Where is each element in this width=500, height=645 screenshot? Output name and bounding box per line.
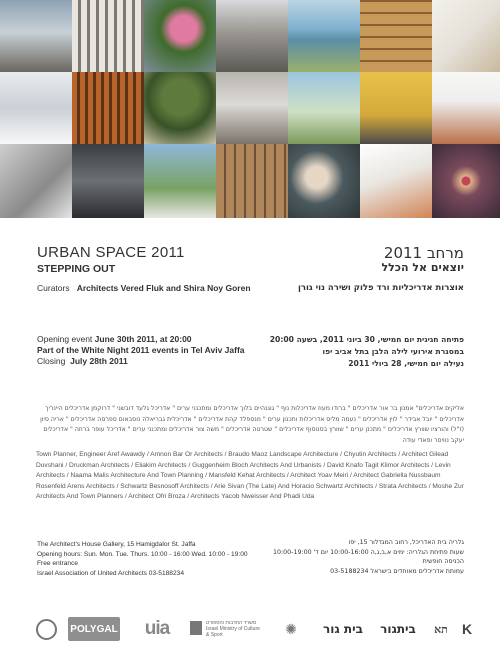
uia-logo: uia bbox=[144, 618, 170, 639]
photo-wood-slats bbox=[72, 72, 144, 144]
opening-value: June 30th 2011, at 20:00 bbox=[94, 334, 192, 344]
sponsor-logos bbox=[34, 617, 474, 641]
baitgur-logo: בית גור bbox=[323, 622, 363, 636]
k-logo: K bbox=[461, 621, 473, 637]
photo-wood-screen bbox=[216, 144, 288, 218]
photo-architectural-model bbox=[0, 144, 72, 218]
curators-en bbox=[37, 283, 251, 293]
photo-cityscape bbox=[0, 0, 72, 72]
closing-label: Closing bbox=[37, 356, 66, 366]
photo-building-facade bbox=[216, 0, 288, 72]
circle-logo-icon bbox=[34, 617, 58, 641]
exhibition-subtitle-en: STEPPING OUT bbox=[37, 263, 116, 275]
venue-address-he: גלריה בית האדריכל, רחוב המגדלור 15, יפו bbox=[348, 539, 464, 546]
photo-mosaic bbox=[0, 0, 500, 218]
photo-white-house bbox=[144, 144, 216, 218]
venue-hours-he: שעות פתיחת הגלריה: ימים א,ב,ג,ה 10:00-16:00 יום ד' 10:00-19:00 bbox=[273, 548, 464, 556]
photo-white-interior bbox=[0, 72, 72, 144]
photo-garden-people bbox=[144, 72, 216, 144]
photo-bicycles bbox=[360, 72, 432, 144]
venue-address-en: The Architect's House Gallery, 15 Hamigdalor St. Jaffa bbox=[37, 541, 196, 548]
photo-tree-street bbox=[288, 72, 360, 144]
photo-building-grid bbox=[360, 0, 432, 72]
white-night-he: במסגרת אירועי לילה הלבן בתל אביב יפו bbox=[322, 347, 464, 356]
venue-info-he bbox=[273, 538, 464, 576]
ministry-name-he: משרד התרבות והספורט bbox=[206, 620, 257, 626]
closing-value: July 28th 2011 bbox=[70, 356, 128, 366]
dotted-logo-icon: ✺ bbox=[285, 620, 297, 637]
ministry-culture-logo bbox=[190, 617, 262, 641]
photo-white-canopy bbox=[360, 144, 432, 218]
venue-association-en: Israel Association of United Architects 03-5188234 bbox=[37, 569, 184, 577]
white-night-en: Part of the White Night 2011 events in Tel Aviv Jaffa bbox=[37, 345, 245, 355]
event-info-en bbox=[37, 334, 245, 367]
photo-flowering-tree bbox=[144, 0, 216, 72]
photo-seaside-park bbox=[288, 0, 360, 72]
venue-entrance-en: Free entrance bbox=[37, 560, 79, 567]
architects-list-en: Town Planner, Engineer Aref Awawdy / Amnon Bar Or Architects / Braudo Maoz Landscape Architecture / Chyutin Architects / Architect Gilead Duvshani / Druckman Architects / Eliakim Architects / Guggenheim Bloch Architects And Urbanists / David Knafo Tagit Klimor Architects / Levin Architects / Naama Malis Architecture And Town Planning / Mansfeld Kehat Architects / Architect Yoav Meiri / Architect Gabriella Nussbaum Rosenfeld Arens Architects / Schwartz Besnosoff Architects / Arie Sivan (The Late) And Horacio Schwartz Architects / Strata Architects / Moshe Zur Architects And Town Planners / Architect Ofri Broza / Architects Yacob Nweisser And Phadi Uda bbox=[36, 451, 464, 501]
ministry-name-en: Israel Ministry of Culture & Sport bbox=[206, 626, 260, 638]
photo-colonnade bbox=[72, 0, 144, 72]
tel-aviv-logo-icon: תא bbox=[434, 622, 448, 636]
event-info-he bbox=[270, 334, 464, 370]
photo-woman-window bbox=[288, 144, 360, 218]
photo-interior-white bbox=[432, 0, 500, 72]
curators-label: Curators bbox=[37, 283, 70, 293]
exhibition-subtitle-he: יוצאים אל הכלל bbox=[381, 261, 464, 274]
exhibition-title-he: מרחב 2011 bbox=[383, 244, 464, 262]
opening-label: Opening event bbox=[37, 334, 93, 344]
photo-crowd bbox=[432, 144, 500, 218]
polygal-logo: POLYGAL bbox=[68, 617, 120, 641]
closing-he: נעילה יום חמישי, 28 ביולי 2011 bbox=[348, 359, 464, 368]
venue-association-he: עמותת אדריכלים מאוחדים בישראל 03-5188234 bbox=[330, 567, 464, 575]
photo-library-shelves bbox=[432, 72, 500, 144]
photo-dark-street bbox=[72, 144, 144, 218]
exhibition-title-en: URBAN SPACE 2011 bbox=[37, 244, 185, 261]
architects-list-he: אליקים אדריכלים" אמנון בר אור אדריכלים " ברודו מעוז אדריכלות נוף " גוגנהיים בלוך אדריכלים ומתכנני ערים " אדריכל גלעד דובשני " דרוקמן אדריכלים היינריך אדריכלים " יובל אבידר " לוין אדריכלים " נעמה מליס אדריכלות ותכנון ערים " מנספלד קהת אדריכלים " אדריכלית גבריאלה נוסבאום ספרסה אדריכלים " אריה סיון (ז"ל) והורציו שוורץ אדריכלים " מתכנן ערים " שוורץ בסנוסוף אדריכלים " שטרטה אדריכלים " משה צור אדריכלים ומתכנני ערים " אדריכל עופר ברוזה " אדריכלים יעקב נוויסר ופאדי עודה bbox=[40, 405, 464, 445]
photo-gallery-interior bbox=[216, 72, 288, 144]
baitgur-alt-logo: ביתגור bbox=[380, 622, 416, 636]
venue-entrance-he: הכניסה חופשית bbox=[422, 558, 464, 566]
curators-names: Architects Vered Fluk and Shira Noy Goren bbox=[76, 283, 251, 293]
opening-he: פתיחה חגיגית יום חמישי, 30 ביוני 2011, בשעה 20:00 bbox=[269, 335, 464, 344]
venue-hours-en: Opening hours: Sun. Mon. Tue. Thurs. 10:00 - 16:00 Wed. 10:00 - 19:00 bbox=[37, 550, 248, 558]
venue-info-en bbox=[37, 540, 248, 578]
curators-he: אוצרות אדריכליות ורד פלוק ושירה נוי גורן bbox=[297, 283, 464, 293]
ministry-emblem-icon bbox=[190, 621, 202, 635]
